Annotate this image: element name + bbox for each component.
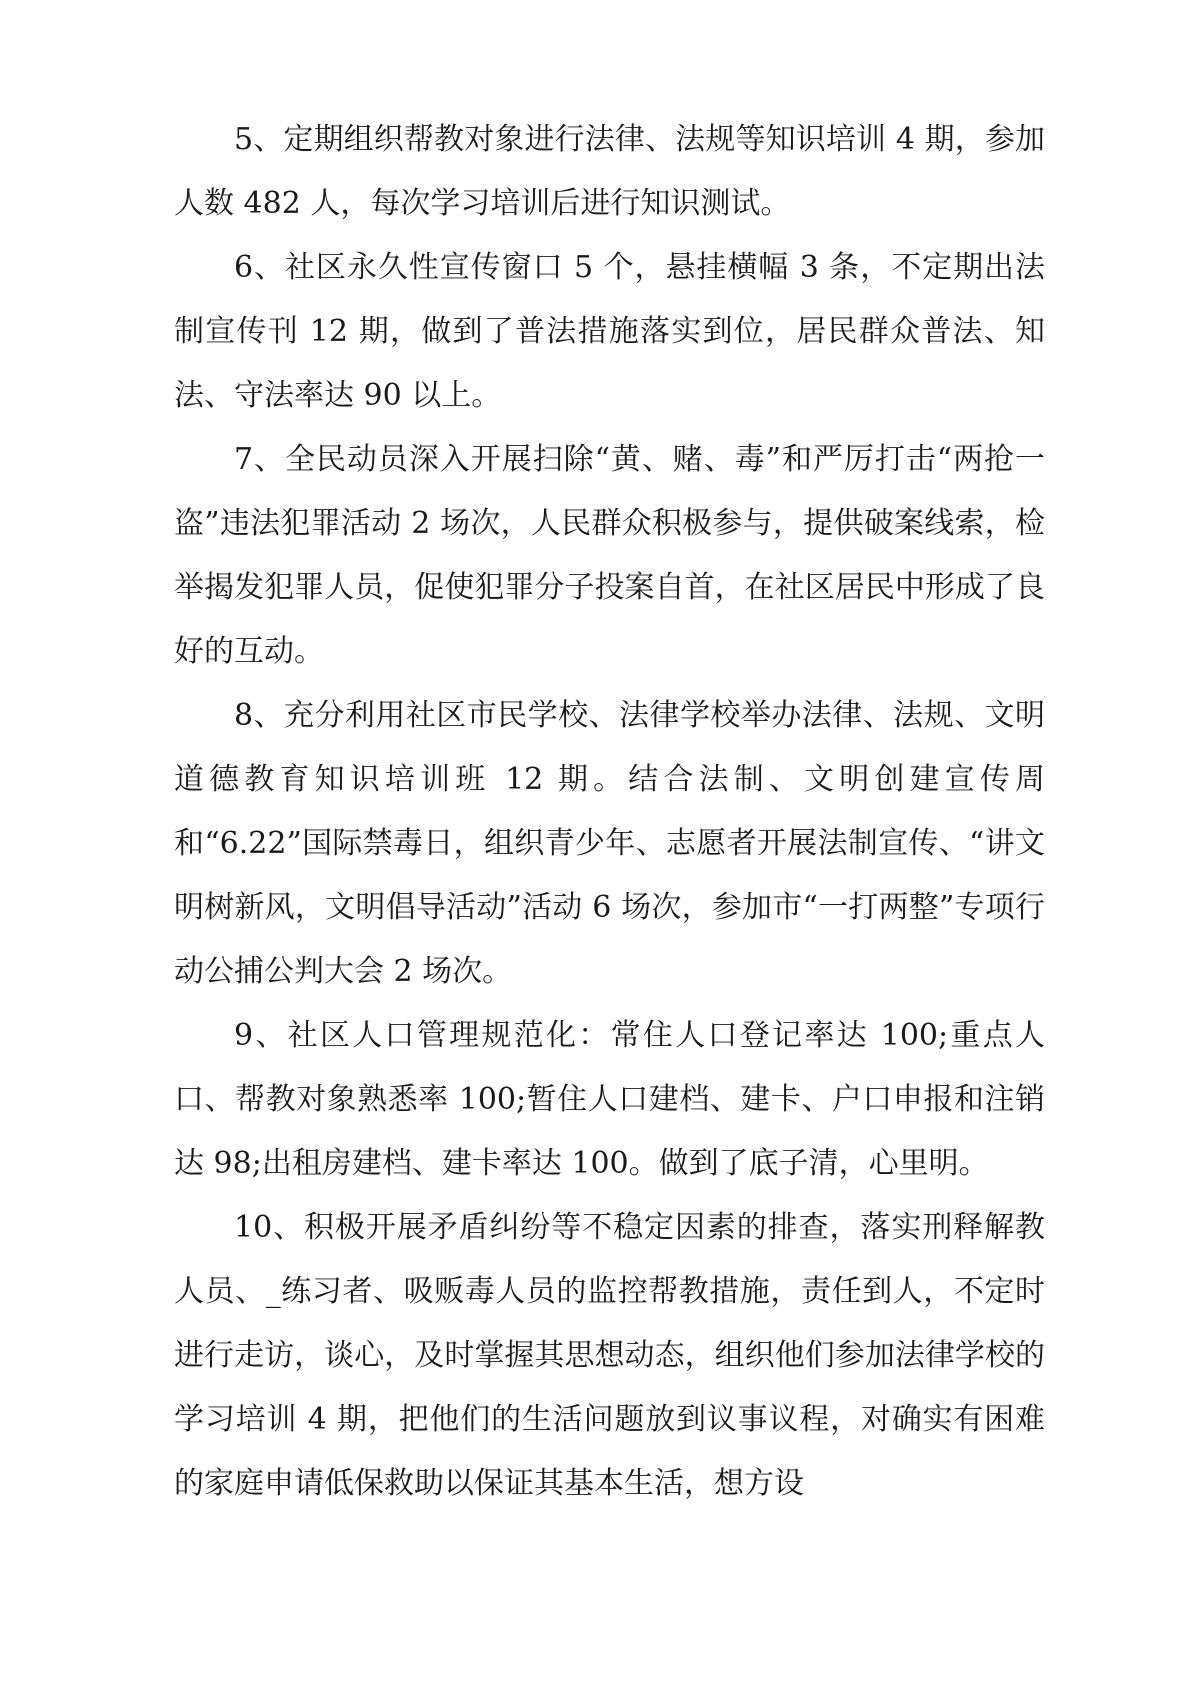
paragraph-item-9: 9、社区人口管理规范化：常住人口登记率达 100;重点人口、帮教对象熟悉率 100;暂住人口建档、建卡、户口申报和注销达 98;出租房建档、建卡率达 100。做到了底子清，心里明。 <box>174 1018 1045 1181</box>
paragraph-item-8: 8、充分利用社区市民学校、法律学校举办法律、法规、文明道德教育知识培训班 12 期。结合法制、文明创建宣传周和“6.22”国际禁毒日，组织青少年、志愿者开展法制宣传、“讲文明树新风，文明倡导活动”活动 6 场次，参加市“一打两整”专项行动公捕公判大会 2 场次。 <box>174 698 1045 989</box>
paragraph-item-5: 5、定期组织帮教对象进行法律、法规等知识培训 4 期，参加人数 482 人，每次学习培训后进行知识测试。 <box>174 122 1045 221</box>
document-body <box>174 108 1045 1516</box>
paragraph-item-7: 7、全民动员深入开展扫除“黄、赌、毒”和严厉打击“两抢一盗”违法犯罪活动 2 场次，人民群众积极参与，提供破案线索，检举揭发犯罪人员，促使犯罪分子投案自首，在社区居民中形成了良好的互动。 <box>174 442 1045 669</box>
paragraph-item-6: 6、社区永久性宣传窗口 5 个，悬挂横幅 3 条，不定期出法制宣传刊 12 期，做到了普法措施落实到位，居民群众普法、知法、守法率达 90 以上。 <box>174 250 1045 413</box>
paragraph-item-10: 10、积极开展矛盾纠纷等不稳定因素的排查，落实刑释解教人员、_练习者、吸贩毒人员的监控帮教措施，责任到人，不定时进行走访，谈心，及时掌握其思想动态，组织他们参加法律学校的学习培训 4 期，把他们的生活问题放到议事议程，对确实有困难的家庭申请低保救助以保证其基本生活，想方设 <box>174 1210 1045 1501</box>
